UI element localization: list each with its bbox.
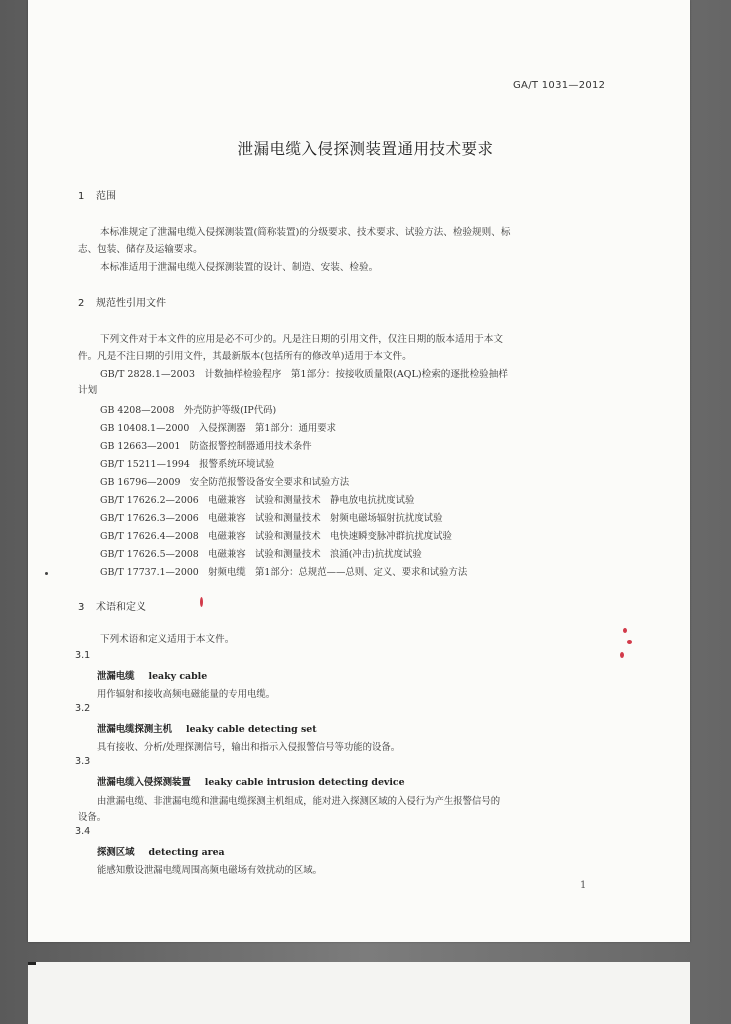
reference-item: GB/T 2828.1—2003 计数抽样检验程序 第1部分：按接收质量限(AQL)检索的逐批检验抽样 <box>100 369 508 380</box>
reference-item: GB 12663—2001 防盗报警控制器通用技术条件 <box>100 441 312 452</box>
reference-item: GB 16796—2009 安全防范报警设备安全要求和试验方法 <box>100 477 350 488</box>
red-ink-mark <box>620 652 624 658</box>
section-title: 范围 <box>96 191 116 202</box>
term-heading <box>97 668 207 682</box>
term-zh: 泄漏电缆探测主机 <box>97 724 173 735</box>
term-en: detecting area <box>148 847 225 858</box>
dust-speck <box>45 572 48 575</box>
term-heading <box>97 844 225 858</box>
term-zh: 探测区域 <box>97 847 135 858</box>
reference-item: GB 10408.1—2000 入侵探测器 第1部分：通用要求 <box>100 423 336 434</box>
paragraph: 本标准规定了泄漏电缆入侵探测装置(简称装置)的分级要求、技术要求、试验方法、检验规则、标 <box>100 227 511 238</box>
reference-item: GB 4208—2008 外壳防护等级(IP代码) <box>100 405 277 416</box>
standard-code: GA/T 1031—2012 <box>513 80 606 91</box>
term-en: leaky cable intrusion detecting device <box>204 777 405 788</box>
section-number: 2 <box>78 298 85 309</box>
red-ink-mark <box>200 597 203 607</box>
red-ink-mark <box>623 628 627 633</box>
reference-item: GB/T 17626.5—2008 电磁兼容 试验和测量技术 浪涌(冲击)抗扰度试验 <box>100 549 422 560</box>
term-number: 3.1 <box>75 650 91 661</box>
section-number: 3 <box>78 602 85 613</box>
term-definition: 用作辐射和接收高频电磁能量的专用电缆。 <box>97 689 276 700</box>
term-heading <box>97 774 405 788</box>
paragraph: 志、包装、储存及运输要求。 <box>78 244 203 255</box>
term-number: 3.2 <box>75 703 91 714</box>
reference-item: GB/T 17626.4—2008 电磁兼容 试验和测量技术 电快速瞬变脉冲群抗扰度试验 <box>100 531 452 542</box>
term-definition: 由泄漏电缆、非泄漏电缆和泄漏电缆探测主机组成，能对进入探测区域的入侵行为产生报警信号的 <box>97 796 501 807</box>
section-1-heading <box>78 187 116 202</box>
paragraph: 件。凡是不注日期的引用文件，其最新版本(包括所有的修改单)适用于本文件。 <box>78 351 412 362</box>
reference-item: GB/T 17626.2—2006 电磁兼容 试验和测量技术 静电放电抗扰度试验 <box>100 495 415 506</box>
term-number: 3.4 <box>75 826 91 837</box>
paragraph: 本标准适用于泄漏电缆入侵探测装置的设计、制造、安装、检验。 <box>100 262 379 273</box>
document-title: 泄漏电缆入侵探测装置通用技术要求 <box>237 140 494 158</box>
term-zh: 泄漏电缆入侵探测装置 <box>97 777 191 788</box>
reference-item: GB/T 17626.3—2006 电磁兼容 试验和测量技术 射频电磁场辐射抗扰度试验 <box>100 513 443 524</box>
section-2-heading <box>78 294 166 309</box>
reference-item: GB/T 15211—1994 报警系统环境试验 <box>100 459 275 470</box>
term-definition-continuation: 设备。 <box>78 812 107 823</box>
next-page <box>28 962 690 1024</box>
section-3-heading <box>78 598 146 613</box>
term-en: leaky cable detecting set <box>186 724 317 735</box>
term-number: 3.3 <box>75 756 91 767</box>
term-heading <box>97 721 317 735</box>
reference-item: GB/T 17737.1—2000 射频电缆 第1部分：总规范——总则、定义、要求和试验方法 <box>100 567 468 578</box>
page-edge-mark <box>28 962 36 965</box>
term-zh: 泄漏电缆 <box>97 671 135 682</box>
red-ink-mark <box>627 640 632 644</box>
section-title: 术语和定义 <box>96 602 146 613</box>
term-en: leaky cable <box>148 671 208 682</box>
section-number: 1 <box>78 191 85 202</box>
page-number: 1 <box>580 880 587 891</box>
section-title: 规范性引用文件 <box>96 298 166 309</box>
paragraph: 下列文件对于本文件的应用是必不可少的。凡是注日期的引用文件，仅注日期的版本适用于本文 <box>100 334 503 345</box>
reference-item-continuation: 计划 <box>78 385 98 396</box>
paragraph: 下列术语和定义适用于本文件。 <box>100 634 235 645</box>
term-definition: 具有接收、分析/处理探测信号，输出和指示入侵报警信号等功能的设备。 <box>97 742 401 753</box>
term-definition: 能感知敷设泄漏电缆周围高频电磁场有效扰动的区域。 <box>97 865 323 876</box>
